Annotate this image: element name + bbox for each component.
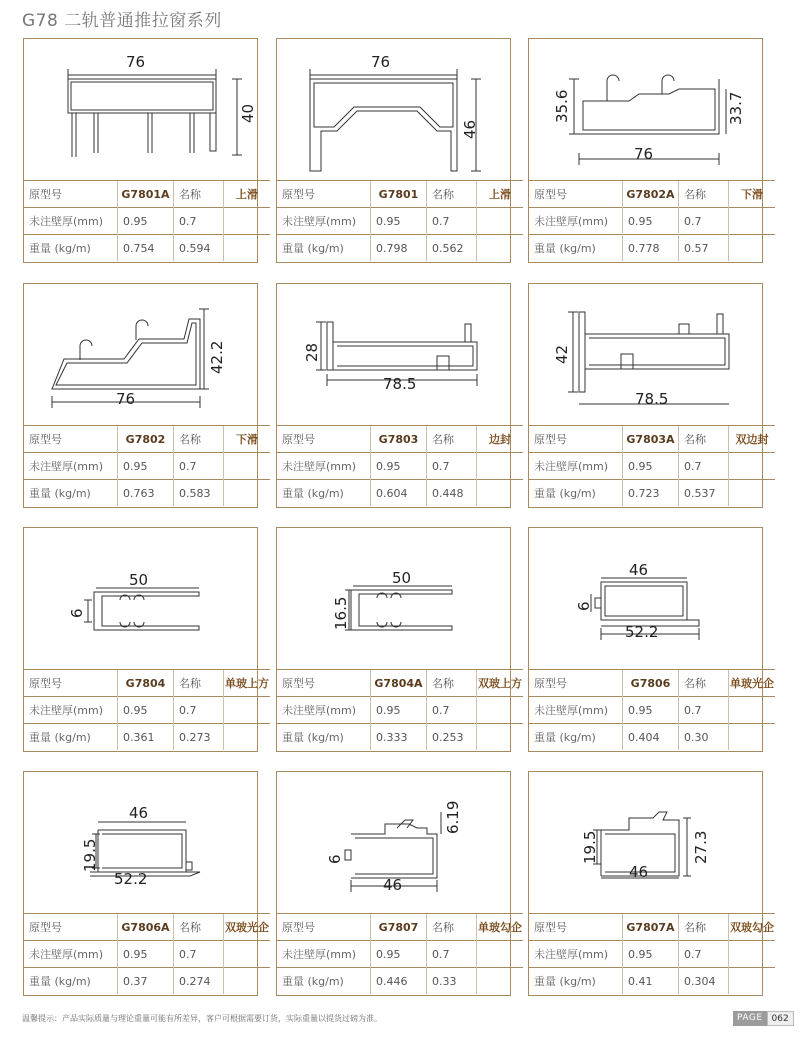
dim-width: 76: [634, 145, 654, 163]
product-name: 单玻上方: [224, 670, 271, 697]
model-code: G7804: [118, 670, 174, 697]
profile-card-g7804a: [276, 527, 522, 752]
dim-bottom-width: 52.2: [114, 870, 148, 888]
spec-table: 原型号 G7803 名称 边封 未注壁厚(mm) 0.95 0.7 重量 (kg/m) 0.604 0.448: [277, 425, 523, 506]
model-code: G7804A: [371, 670, 427, 697]
dim-width: 46: [629, 863, 649, 881]
profile-drawing: [529, 528, 762, 669]
model-code: G7801: [371, 181, 427, 208]
spec-table: 原型号 G7801A 名称 上滑 未注壁厚(mm) 0.95 0.7 重量 (kg/m) 0.754 0.594: [24, 180, 270, 261]
product-name: 双玻上方: [477, 670, 524, 697]
model-code: G7806A: [118, 914, 174, 941]
dim-width: 46: [129, 804, 149, 822]
model-code: G7803A: [623, 426, 679, 453]
model-code: G7807: [371, 914, 427, 941]
model-code: G7807A: [623, 914, 679, 941]
dim-left-height: 19.5: [581, 830, 599, 864]
profile-drawing: [529, 772, 762, 913]
spec-table: 原型号 G7801 名称 上滑 未注壁厚(mm) 0.95 0.7 重量 (kg/m) 0.798 0.562: [277, 180, 523, 261]
profile-card-g7802a: [528, 38, 763, 263]
profile-card-g7802: [23, 283, 258, 508]
dim-lip-height: 6.19: [444, 800, 462, 834]
spec-table: 原型号 G7802 名称 下滑 未注壁厚(mm) 0.95 0.7 重量 (kg/m) 0.763 0.583: [24, 425, 270, 506]
dim-width: 76: [371, 53, 391, 71]
spec-table: 原型号 G7803A 名称 双边封 未注壁厚(mm) 0.95 0.7 重量 (kg/m) 0.723 0.537: [529, 425, 775, 506]
spec-table: 原型号 G7807 名称 单玻勾企 未注壁厚(mm) 0.95 0.7 重量 (kg/m) 0.446 0.33: [277, 913, 523, 994]
profile-drawing: [277, 772, 510, 913]
profile-drawing: [529, 284, 762, 425]
spec-table: 原型号 G7806 名称 单玻光企 未注壁厚(mm) 0.95 0.7 重量 (kg/m) 0.404 0.30: [529, 669, 775, 750]
product-name: 下滑: [224, 426, 271, 453]
dim-height: 28: [303, 342, 321, 362]
model-code: G7802: [118, 426, 174, 453]
profile-drawing: [277, 284, 510, 425]
profile-drawing: [24, 39, 257, 180]
dim-width: 46: [629, 561, 649, 579]
page-title: G78 二轨普通推拉窗系列: [22, 11, 222, 31]
profile-card-g7803a: [528, 283, 769, 508]
dim-height: 42: [553, 344, 571, 364]
spec-table: 原型号 G7807A 名称 双玻勾企 未注壁厚(mm) 0.95 0.7 重量 (kg/m) 0.41 0.304: [529, 913, 775, 994]
product-name: 单玻勾企: [477, 914, 524, 941]
dim-height: 16.5: [332, 596, 350, 630]
dim-width: 76: [116, 390, 136, 408]
profile-card-g7806a: [23, 771, 269, 996]
dim-width: 78.5: [635, 390, 669, 408]
profile-card-g7801: [276, 38, 511, 263]
dim-height: 6: [326, 854, 344, 864]
profile-drawing: [277, 39, 510, 180]
spec-table: 原型号 G7804A 名称 双玻上方 未注壁厚(mm) 0.95 0.7 重量 (kg/m) 0.333 0.253: [277, 669, 523, 750]
model-code: G7801A: [118, 181, 174, 208]
profile-card-g7804: [23, 527, 269, 752]
page-label: PAGE: [733, 1011, 767, 1026]
profile-card-g7807a: [528, 771, 774, 996]
product-name: 双玻光企: [224, 914, 271, 941]
profile-card-g7803: [276, 283, 511, 508]
profile-drawing: [24, 528, 257, 669]
dim-height: 40: [239, 103, 257, 123]
model-code: G7806: [623, 670, 679, 697]
dim-bottom-width: 52.2: [625, 623, 659, 641]
profile-card-g7807: [276, 771, 522, 996]
dim-width: 50: [129, 571, 149, 589]
profile-card-g7806: [528, 527, 774, 752]
profile-card-g7801a: [23, 38, 258, 263]
page-number: 062: [767, 1011, 794, 1026]
dim-width: 50: [392, 569, 412, 587]
profile-drawing: [277, 528, 510, 669]
model-code: G7802A: [623, 181, 679, 208]
product-name: 下滑: [729, 181, 776, 208]
dim-width: 46: [383, 876, 403, 894]
page-number-badge: [733, 1011, 794, 1026]
spec-table: 原型号 G7806A 名称 双玻光企 未注壁厚(mm) 0.95 0.7 重量 (kg/m) 0.37 0.274: [24, 913, 270, 994]
product-name: 上滑: [224, 181, 271, 208]
dim-right-height: 27.3: [692, 830, 710, 864]
dim-height: 6: [575, 601, 593, 611]
model-code: G7803: [371, 426, 427, 453]
dim-height: 6: [68, 608, 86, 618]
dim-height: 46: [461, 119, 479, 139]
product-name: 上滑: [477, 181, 524, 208]
footer-note: 温馨提示：产品实际质量与理论重量可能有所差异，客户可根据需要订货，实际重量以提货过磅为准。: [22, 1014, 382, 1023]
dim-height: 19.5: [81, 838, 99, 872]
dim-width: 78.5: [383, 375, 417, 393]
product-name: 边封: [477, 426, 524, 453]
product-name: 双玻勾企: [729, 914, 776, 941]
spec-table: 原型号 G7804 名称 单玻上方 未注壁厚(mm) 0.95 0.7 重量 (kg/m) 0.361 0.273: [24, 669, 270, 750]
spec-table: 原型号 G7802A 名称 下滑 未注壁厚(mm) 0.95 0.7 重量 (kg/m) 0.778 0.57: [529, 180, 775, 261]
profile-drawing: [24, 772, 257, 913]
dim-height: 42.2: [208, 340, 226, 374]
profile-drawing: [529, 39, 762, 180]
dim-width: 76: [126, 53, 146, 71]
profile-drawing: [24, 284, 257, 425]
product-name: 双边封: [729, 426, 776, 453]
dim-left-height: 35.6: [553, 89, 571, 123]
product-name: 单玻光企: [729, 670, 776, 697]
dim-right-height: 33.7: [727, 91, 745, 125]
